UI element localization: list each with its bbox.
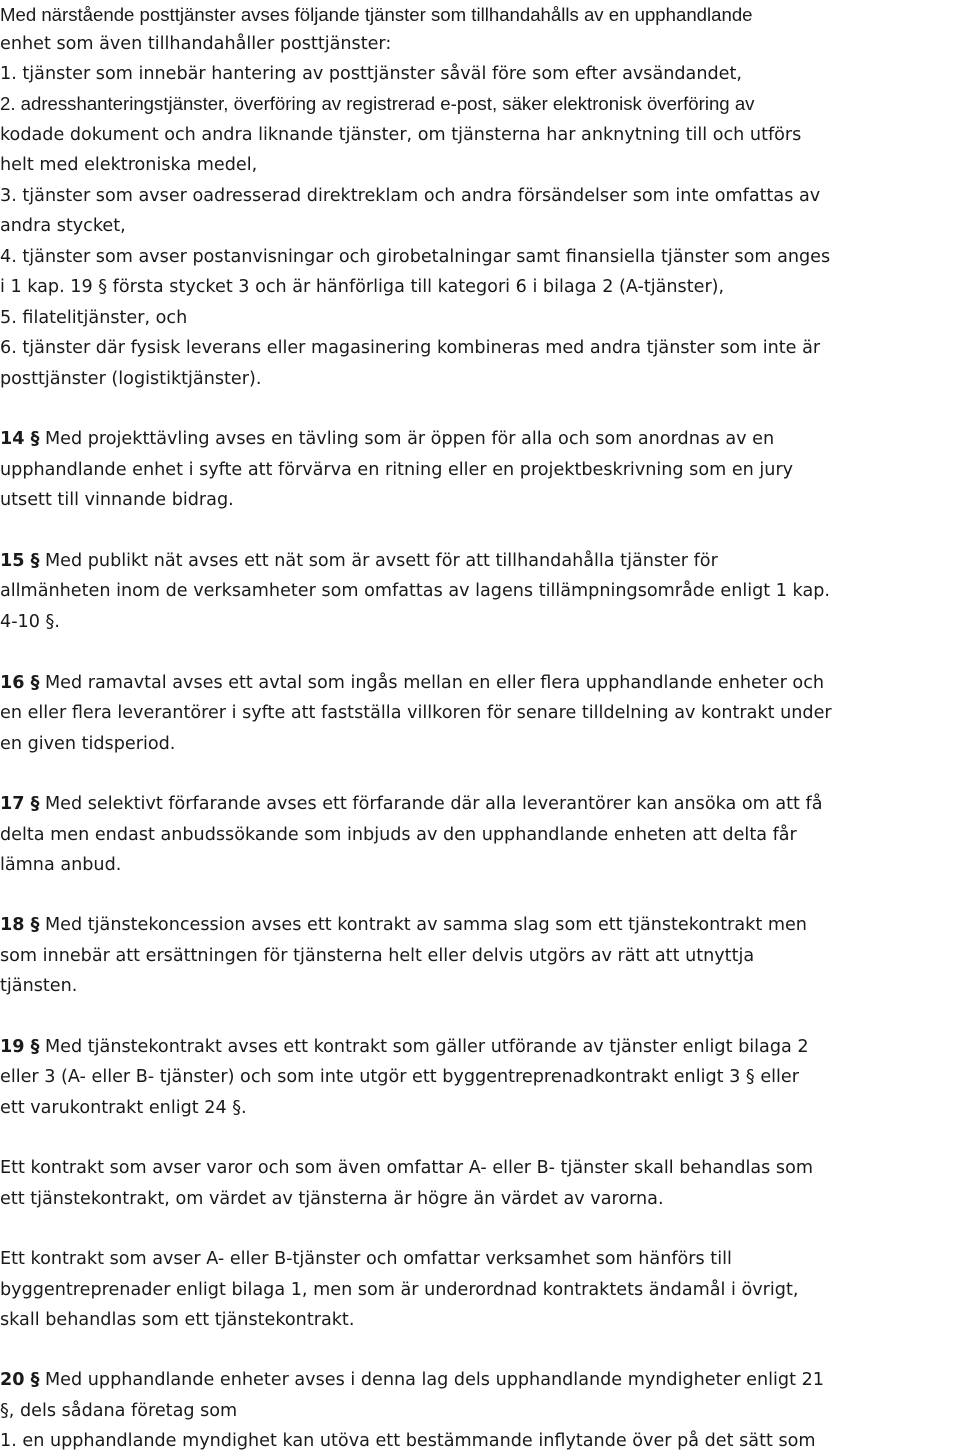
text-line: Ett kontrakt som avser A- eller B-tjänster och omfattar verksamhet som hänförs till [0, 1249, 732, 1269]
text-line: tjänsten. [0, 976, 78, 996]
section-text: Med selektivt förfarande avses ett förfarande där alla leverantörer kan ansöka om att få [39, 794, 823, 814]
section-text: Med publikt nät avses ett nät som är avsett för att tillhandahålla tjänster för [39, 551, 718, 571]
section-14-line [0, 424, 774, 454]
text-line: Med närstående posttjänster avses följande tjänster som tillhandahålls av en upphandlande [0, 4, 753, 25]
section-text: Med projekttävling avses en tävling som är öppen för alla och som anordnas av en [39, 429, 775, 449]
text-line: utsett till vinnande bidrag. [0, 490, 234, 510]
section-19-line [0, 1032, 809, 1062]
text-line: 4-10 §. [0, 612, 60, 632]
text-line: 5. filatelitjänster, och [0, 308, 188, 328]
text-line: 1. tjänster som innebär hantering av posttjänster såväl före som efter avsändandet, [0, 64, 742, 84]
section-15-line [0, 546, 718, 576]
text-line: 1. en upphandlande myndighet kan utöva ett bestämmande inflytande över på det sätt som [0, 1431, 816, 1451]
text-line: som innebär att ersättningen för tjänsterna helt eller delvis utgörs av rätt att utnyttja [0, 946, 755, 966]
section-number: 20 § [0, 1370, 40, 1390]
text-line: ett varukontrakt enligt 24 §. [0, 1098, 247, 1118]
section-18-line [0, 910, 807, 940]
text-line: Ett kontrakt som avser varor och som även omfattar A- eller B- tjänster skall behandlas som [0, 1158, 813, 1178]
text-line: byggentreprenader enligt bilaga 1, men som är underordnad kontraktets ändamål i övrigt, [0, 1280, 799, 1300]
section-text: Med ramavtal avses ett avtal som ingås mellan en eller flera upphandlande enheter och [39, 673, 825, 693]
text-line: skall behandlas som ett tjänstekontrakt. [0, 1310, 355, 1330]
text-line: 6. tjänster där fysisk leverans eller magasinering kombineras med andra tjänster som inte är [0, 338, 821, 358]
text-line: lämna anbud. [0, 855, 122, 875]
text-line: helt med elektroniska medel, [0, 155, 258, 175]
text-line: en eller flera leverantörer i syfte att fastställa villkoren för senare tilldelning av kontrakt under [0, 703, 832, 723]
text-line: kodade dokument och andra liknande tjänster, om tjänsterna har anknytning till och utförs [0, 125, 802, 145]
text-line: 4. tjänster som avser postanvisningar och girobetalningar samt finansiella tjänster som anges [0, 247, 831, 267]
section-number: 16 § [0, 673, 40, 693]
section-text: Med upphandlande enheter avses i denna lag dels upphandlande myndigheter enligt 21 [39, 1370, 824, 1390]
section-16-line [0, 668, 824, 698]
text-line: 3. tjänster som avser oadresserad direktreklam och andra försändelser som inte omfattas av [0, 186, 821, 206]
text-line: delta men endast anbudssökande som inbjuds av den upphandlande enheten att delta får [0, 825, 797, 845]
text-line: en given tidsperiod. [0, 734, 176, 754]
section-17-line [0, 789, 822, 819]
text-line: enhet som även tillhandahåller posttjänster: [0, 34, 392, 54]
text-line: upphandlande enhet i syfte att förvärva en ritning eller en projektbeskrivning som en jury [0, 460, 794, 480]
section-number: 15 § [0, 551, 40, 571]
section-number: 17 § [0, 794, 40, 814]
text-line: posttjänster (logistiktjänster). [0, 369, 262, 389]
text-line: 2. adresshanteringstjänster, överföring av registrerad e-post, säker elektronisk överföring av [0, 93, 755, 114]
text-line: i 1 kap. 19 § första stycket 3 och är hänförliga till kategori 6 i bilaga 2 (A-tjänster), [0, 277, 725, 297]
section-text: Med tjänstekoncession avses ett kontrakt av samma slag som ett tjänstekontrakt men [39, 915, 807, 935]
section-number: 19 § [0, 1037, 40, 1057]
text-line: allmänheten inom de verksamheter som omfattas av lagens tillämpningsområde enligt 1 kap. [0, 581, 830, 601]
section-text: Med tjänstekontrakt avses ett kontrakt som gäller utförande av tjänster enligt bilaga 2 [39, 1037, 809, 1057]
section-20-line [0, 1365, 824, 1395]
text-line: eller 3 (A- eller B- tjänster) och som inte utgör ett byggentreprenadkontrakt enligt 3 § eller [0, 1067, 799, 1087]
text-line: ett tjänstekontrakt, om värdet av tjänsterna är högre än värdet av varorna. [0, 1189, 664, 1209]
text-line: andra stycket, [0, 216, 126, 236]
section-number: 14 § [0, 429, 40, 449]
section-number: 18 § [0, 915, 40, 935]
text-line: §, dels sådana företag som [0, 1401, 238, 1421]
